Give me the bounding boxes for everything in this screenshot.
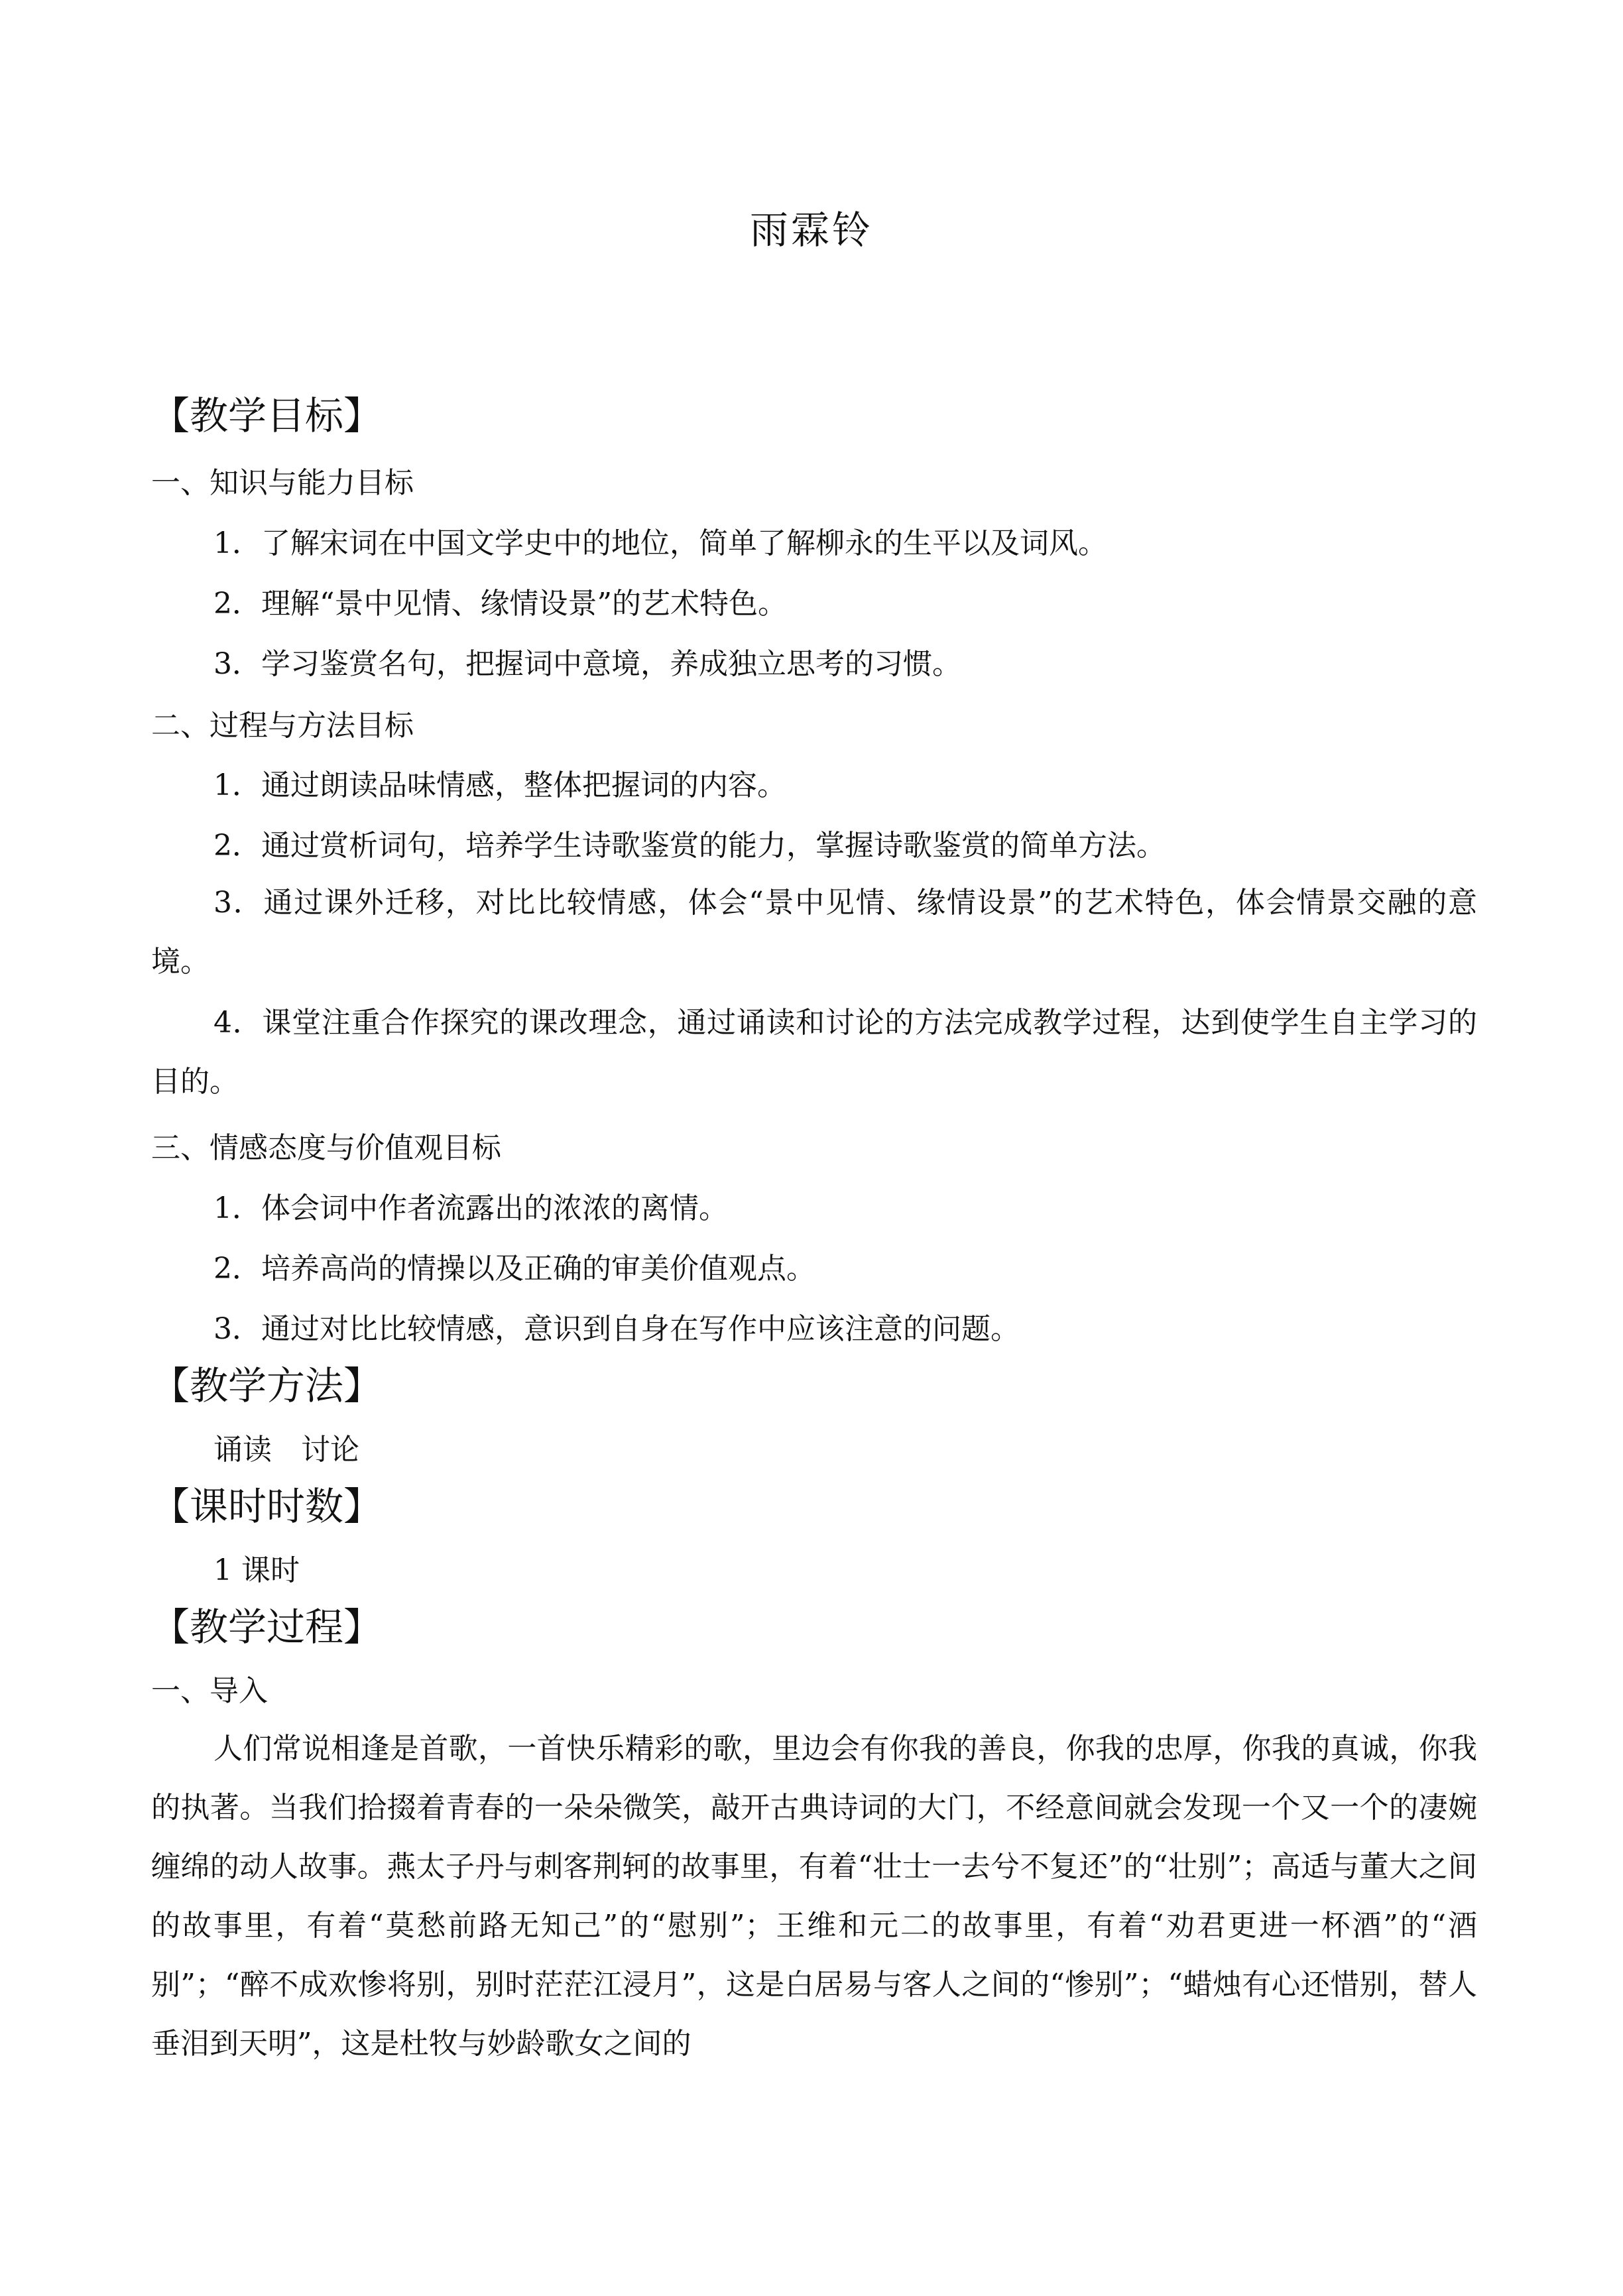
section-heading-teaching-process: 【教学过程】 <box>151 1604 383 1650</box>
subheading-process: 二、过程与方法目标 <box>151 709 414 743</box>
subheading-knowledge: 一、知识与能力目标 <box>151 466 414 500</box>
objective-item: 2．培养高尚的情操以及正确的审美价值观点。 <box>213 1252 815 1286</box>
objective-item: 3．通过课外迁移，对比比较情感，体会“景中见情、缘情设景”的艺术特色，体会情景交融的意境。 <box>151 886 1477 979</box>
objective-item: 3．学习鉴赏名句，把握词中意境，养成独立思考的习惯。 <box>213 647 961 681</box>
hours-content: 1 课时 <box>213 1553 300 1587</box>
page-title: 雨霖铃 <box>749 208 873 253</box>
section-heading-objectives: 【教学目标】 <box>151 393 383 438</box>
methods-content: 诵读 讨论 <box>213 1433 359 1467</box>
objective-item: 1．了解宋词在中国文学史中的地位，简单了解柳永的生平以及词风。 <box>213 526 1107 560</box>
subheading-emotion: 三、情感态度与价值观目标 <box>151 1131 501 1165</box>
subheading-intro: 一、导入 <box>151 1674 268 1708</box>
intro-paragraph: 人们常说相逢是首歌，一首快乐精彩的歌，里边会有你我的善良，你我的忠厚，你我的真诚，你我的执著。当我们拾掇着青春的一朵朵微笑，敲开古典诗词的大门，不经意间就会发现一个又一个的凄婉缠绵的动人故事。燕太子丹与刺客荆轲的故事里，有着“壮士一去兮不复还”的“壮别”；高适与董大之间的故事里，有着“莫愁前路无知己”的“慰别”；王维和元二的故事里，有着“劝君更进一杯酒”的“酒别”；“醉不成欢惨将别，别时茫茫江浸月”，这是白居易与客人之间的“惨别”；“蜡烛有心还惜别，替人垂泪到天明”，这是杜牧与妙龄歌女之间的 <box>151 1732 1477 2061</box>
objective-item: 4．课堂注重合作探究的课改理念，通过诵读和讨论的方法完成教学过程，达到使学生自主学习的目的。 <box>151 1006 1477 1099</box>
objective-item: 3．通过对比比较情感，意识到自身在写作中应该注意的问题。 <box>213 1312 1020 1346</box>
objective-item: 2．理解“景中见情、缘情设景”的艺术特色。 <box>213 587 787 621</box>
objective-item: 1．体会词中作者流露出的浓浓的离情。 <box>213 1191 728 1225</box>
objective-item: 2．通过赏析词句，培养学生诗歌鉴赏的能力，掌握诗歌鉴赏的简单方法。 <box>213 829 1166 863</box>
section-heading-hours: 【课时时数】 <box>151 1484 383 1529</box>
objective-item: 1．通过朗读品味情感，整体把握词的内容。 <box>213 768 786 802</box>
section-heading-methods: 【教学方法】 <box>151 1363 383 1408</box>
